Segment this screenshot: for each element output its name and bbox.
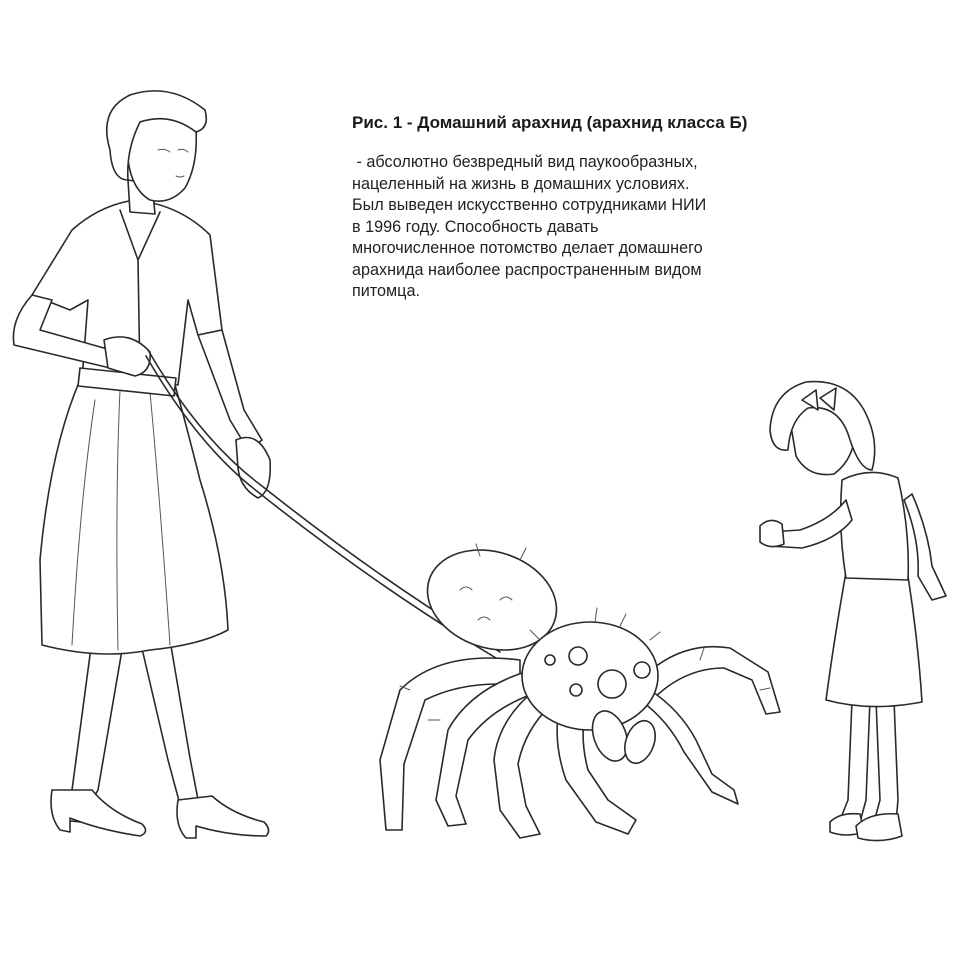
- girl-skirt: [826, 572, 922, 707]
- caption-line: арахнида наиболее распространенным видом: [352, 260, 702, 279]
- caption-line: Был выведен искусственно сотрудниками НИИ: [352, 196, 707, 214]
- caption-title: Рис. 1 - Домашний арахнид (арахнид класса Б): [352, 113, 748, 132]
- spider-eye: [598, 670, 626, 698]
- caption-line: нацеленный на жизнь в домашних условиях.: [352, 174, 690, 193]
- caption-body: [352, 152, 782, 303]
- girl-right-arm: [904, 494, 946, 600]
- spider-eye: [634, 662, 650, 678]
- girl-right-leg: [874, 700, 898, 822]
- spider-eye: [569, 647, 587, 665]
- caption-line: - абсолютно безвредный вид паукообразных,: [352, 153, 698, 171]
- woman-right-arm: [198, 330, 262, 450]
- caption-line: в 1996 году. Способность давать: [352, 217, 599, 236]
- woman-left-shoe: [51, 790, 146, 836]
- spider-figure: [380, 534, 780, 838]
- caption-line: питомца.: [352, 282, 420, 300]
- girl-left-leg: [840, 700, 870, 822]
- woman-figure: [13, 91, 270, 838]
- girl-shoe: [856, 814, 902, 841]
- girl-figure: [760, 382, 946, 841]
- woman-skirt: [40, 380, 228, 654]
- spider-pedipalp: [619, 717, 660, 768]
- girl-top: [841, 472, 909, 580]
- spider-eye: [545, 655, 555, 665]
- spider-leg-6: [640, 690, 738, 804]
- caption-line: многочисленное потомство делает домашнего: [352, 239, 703, 257]
- spider-eye: [570, 684, 582, 696]
- figure-caption: [352, 112, 782, 303]
- woman-right-shoe: [177, 796, 269, 838]
- girl-fist: [760, 520, 784, 546]
- woman-right-leg: [140, 640, 200, 812]
